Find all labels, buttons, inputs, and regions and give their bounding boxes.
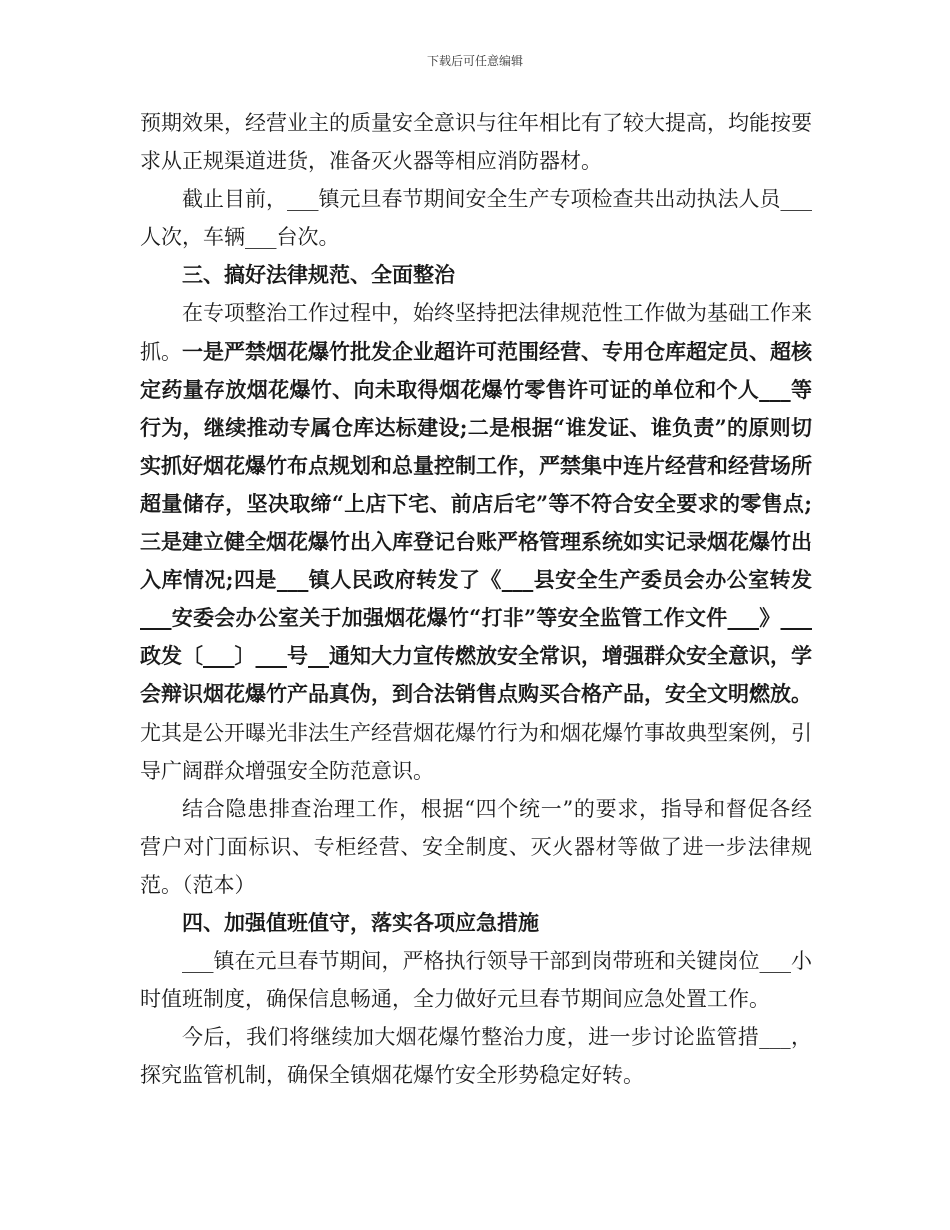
section-heading-4: 四、加强值班值守，落实各项应急措施: [182, 909, 539, 935]
paragraph-3-bold: 一是严禁烟花爆竹批发企业超许可范围经营、专用仓库超定员、超核定药量存放烟花爆竹、向未取得烟花爆竹零售许可证的单位和个人___等行为，继续推动专属仓库达标建设;二是根据“谁发证、谁负责”的原则切实抓好烟花爆竹布点规划和总量控制工作，严禁集中连片经营和经营场所超量储存，坚决取缔“上店下宅、前店后宅”等不符合安全要求的零售点;三是建立健全烟花爆竹出入库登记台账严格管理系统如实记录烟花爆竹出入库情况;四是___镇人民政府转发了《___县安全生产委员会办公室转发___安委会办公室关于加强烟花爆竹“打非”等安全监管工作文件___》___政发〔___〕___号__通知大力宣传燃放安全常识，增强群众安全意识，学会辩识烟花爆竹产品真伪，到合法销售点购买合格产品，安全文明燃放。: [140, 338, 812, 707]
paragraph-2: 截止目前，___镇元旦春节期间安全生产专项检查共出动执法人员___人次，车辆___台次。: [140, 187, 812, 250]
document-body: [140, 104, 812, 1094]
paragraph-3-tail: 尤其是公开曝光非法生产经营烟花爆竹行为和烟花爆竹事故典型案例，引导广阔群众增强安全防范意识。: [140, 720, 812, 783]
paragraph-1: 预期效果，经营业主的质量安全意识与往年相比有了较大提高，均能按要求从正规渠道进货，准备灭火器等相应消防器材。: [140, 111, 812, 174]
page-header: 下载后可任意编辑: [426, 54, 523, 68]
paragraph-4: 结合隐患排查治理工作，根据“四个统一”的要求，指导和督促各经营户对门面标识、专柜经营、安全制度、灭火器材等做了进一步法律规范。（范本）: [140, 796, 812, 897]
paragraph-6: 今后，我们将继续加大烟花爆竹整治力度，进一步讨论监管措___，探究监管机制，确保全镇烟花爆竹安全形势稳定好转。: [140, 1025, 812, 1088]
paragraph-3-intro: 在专项整治工作过程中，始终坚持把法律规范性工作做为基础工作来抓。: [140, 301, 812, 364]
section-heading-3: 三、搞好法律规范、全面整治: [182, 262, 455, 288]
paragraph-5: ___镇在元旦春节期间，严格执行领导干部到岗带班和关键岗位___小时值班制度，确保信息畅通，全力做好元旦春节期间应急处置工作。: [140, 949, 812, 1012]
paragraph-3: [140, 294, 812, 789]
